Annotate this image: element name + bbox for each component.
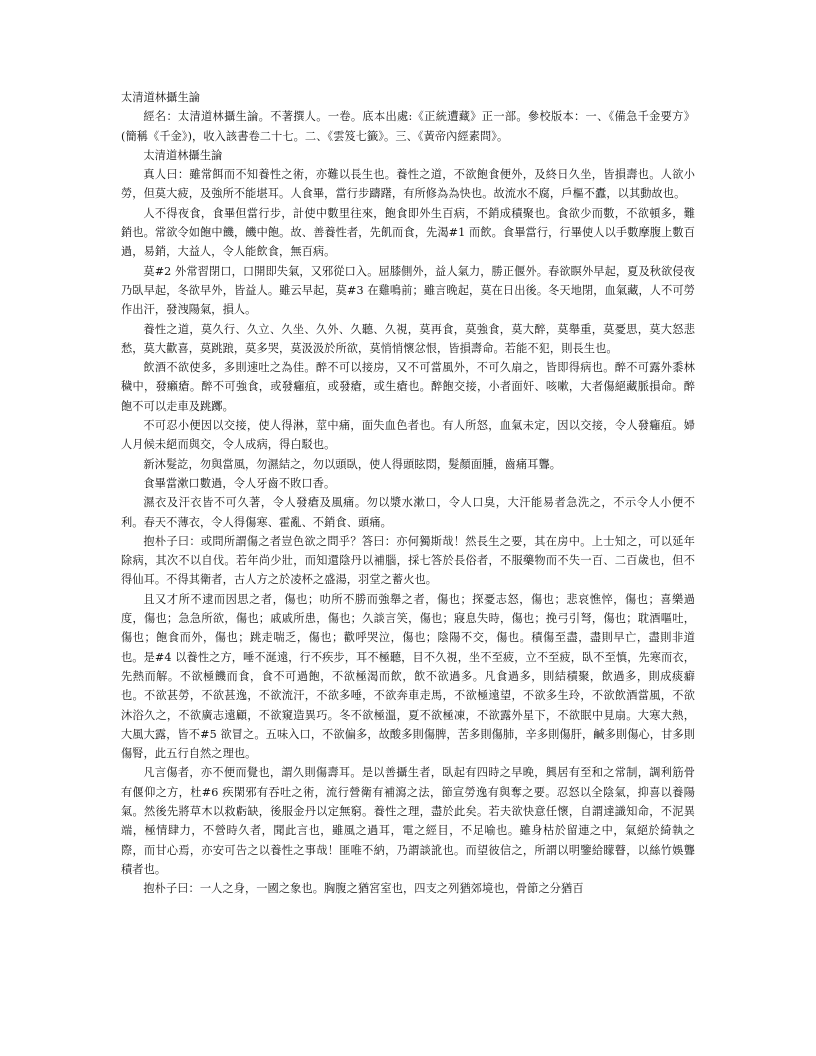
bibliographic-note-paragraph: 經名：太清道林攝生論。不著撰人。一卷。底本出處:《正統遭藏》正一部。參校版本：一、《備急千金要方》(簡稱《千金》)，收入該書卷二十七。二、《雲笈七籤》。三、《黃帝內經素問》。 (121, 110, 695, 143)
body-paragraph: 且又才所不逮而因思之者，傷也；叻所不勝而強舉之者，傷也；探憂志怒，傷也；悲哀憔悴，傷也；喜樂過度，傷也；急急所欲，傷也；戚戚所患，傷也；久談言笑，傷也；寢息失時，傷也；挽弓引弩，傷也；耽酒嘔吐，傷也；飽食而外，傷也；跳走喘乏，傷也；歡呼哭泣，傷也；陰陽不交，傷也。積傷至盡，盡則早亡，盡則非道也。是#4 以養性之方，唾不涎遠，行不疾步，耳不極聽，目不久視，坐不至疲，立不至疲，臥不至慎，先寒而衣，先熱而解。不欲極饑而食，食不可過飽，不欲極渴而飲，飲不欲過多。凡食過多，則結積聚，飲過多，則成痰癖也。不欲甚勞，不欲甚逸，不欲流汗，不欲多唾，不欲奔車走馬，不欲極遠望，不欲多生玲，不欲飲酒當風，不欲沐浴久之，不欲廣志遠顧，不欲窺造異巧。冬不欲極溫，夏不欲極凍，不欲露外星下，不欲眠中見扇。大寒大熱，大風大露，皆不#5 欲冒之。五味入口，不欲偏多，故酸多則傷脾，苦多則傷肺，辛多則傷肝，鹹多則傷心，甘多則傷腎，此五行自然之理也。 (121, 592, 695, 761)
body-paragraph: 濕衣及汗衣皆不可久著，令人發瘡及風痛。勿以漿水漱口，令人口臭，大汗能易者急洗之，不示令人小便不利。春天不薄衣，令人得傷寒、霍亂、不銷食、頭痛。 (121, 496, 695, 529)
body-paragraph: 養性之道，莫久行、久立、久坐、久外、久聽、久視，莫再食，莫強食，莫大醉，莫舉重，莫憂思，莫大怒悲愁，莫大歡喜，莫跳踉，莫多哭，莫汲汲於所欲，莫悄悄懷忿恨，皆損壽命。若能不犯，則長生也。 (121, 322, 695, 355)
body-paragraph: 新沐髮訖，勿與當風，勿濕結之，勿以頭臥，使人得頭眩悶，髮顏面腫，齒痛耳聾。 (143, 457, 562, 471)
body-paragraph: 抱朴子曰：一人之身，一國之象也。胸腹之猶宮室也，四支之列猶郊境也，骨節之分猶百 (143, 882, 584, 896)
body-paragraph: 食畢當漱口數過，令人牙齒不敗口香。 (143, 476, 336, 490)
body-paragraph: 莫#2 外常習閉口，口開即失氣，又邪從口入。屈膝側外，益人氣力，勝正偃外。春欲瞑外早起，夏及秋欲侵夜乃臥早起，冬欲早外，皆益人。雖云早起，莫#3 在雞鳴前；雖言晚起，莫在日出後。冬天地閉，血氣藏，人不可勞作出汗，發洩陽氣，損人。 (121, 264, 695, 317)
body-paragraph: 真人曰：雖常餌而不知養性之術，亦難以長生也。養性之道，不欲飽食便外，及終日久坐，皆損壽也。人欲小勞，但莫大疲，及強所不能堪耳。人食畢，當行步躊躇，有所修為為快也。故流水不腐，戶樞不蠹，以其動故也。 (121, 168, 695, 201)
document-text-body (121, 88, 695, 898)
body-paragraph: 人不得夜食，食畢但當行步，計使中數里往來，飽食即外生百病，不銷成積聚也。食欲少而數，不欲頓多，難銷也。常欲令如飽中饑，饑中飽。故、善養性者，先飢而食，先渴#1 而飲。食畢當行，行畢使人以手數摩腹上數百過，易銷，大益人，令人能飲食，無百病。 (121, 206, 695, 259)
body-paragraph: 飲酒不欲使多，多則速吐之為佳。醉不可以接房，又不可當風外，不可久扇之，皆即得病也。醉不可露外黍林穢中，發癩瘡。醉不可強食，或發癰疽，或發瘡，或生瘡也。醉飽交接，小者面奸、咳嗽，大者傷絕藏脈損命。醉飽不可以走車及跳躑。 (121, 361, 695, 413)
body-paragraph: 抱朴子曰：或問所謂傷之者豈色欲之問乎？答曰：亦何獨斯哉！然長生之要，其在房中。上士知之，可以延年除病，其次不以自伐。若年尚少壯，而知還陰丹以補腦，採七答於長俗者，不服藥物而不失一百、二百歲也，但不得仙耳。不得其衛者，古人方之於凌杯之盛湯，羽堂之蓄火也。 (121, 534, 695, 587)
section-heading: 太清道林攝生論 (143, 148, 223, 162)
body-paragraph: 不可忍小便因以交接，使人得淋，莖中痛，面失血色者也。有人所怒，血氣未定，因以交接，令人發癰疽。婦人月候未絕而與交，令人成病，得白駁也。 (121, 419, 695, 452)
document-title: 太清道林攝生論 (121, 91, 201, 104)
body-paragraph: 凡言傷者，亦不便而覺也，謂久則傷壽耳。是以善攝生者，臥起有四時之早晚，興居有至和之常制，調利筋骨有偃仰之方，杜#6 疾閑邪有吞吐之術，流行營衛有補瀉之法，節宣勞逸有與奪之要。忍怒以全陰氣，抑喜以養陽氣。然後先將草木以救虧缺，後服金丹以定無窮。養性之理，盡於此矣。若夫欲快意任懷，自謂達識知命，不泥異端，極情肆力，不營時久者，聞此言也，雖風之過耳，電之經目，不足喻也。雖身枯於留連之中，氣絕於綺執之際，而甘心焉，亦安可告之以養性之事哉！匪唯不納，乃謂談訛也。而望彼信之，所謂以明鑒給矇瞽，以絲竹娛聾積者也。 (121, 766, 695, 876)
